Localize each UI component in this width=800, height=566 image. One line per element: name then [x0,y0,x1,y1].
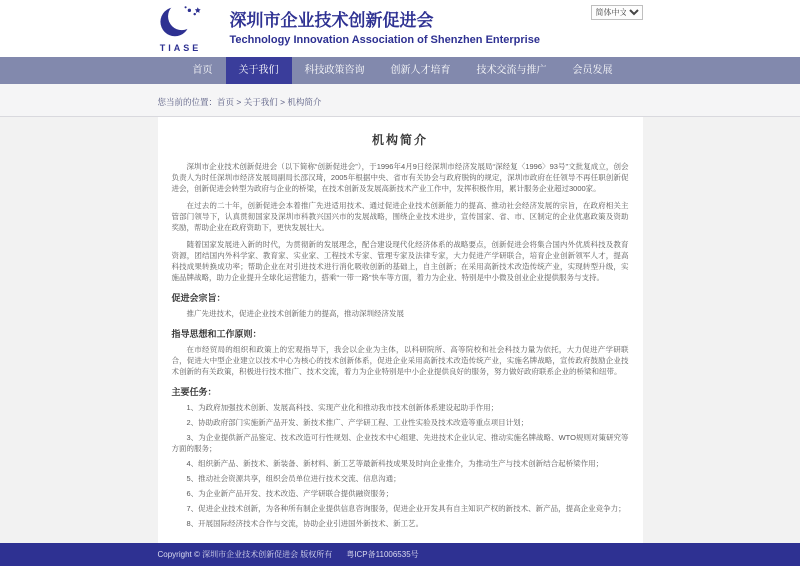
nav-item-about[interactable]: 关于我们 [226,57,292,84]
intro-paragraph: 随着国家发展进入新的时代，为贯彻新的发展理念，配合建设现代化经济体系的战略要点，创新促进会将集合国内外优质科技及教育资源，团结国内外科学家、教育家、实业家、工程技术专家、管理专家及法律专家，大力促进产学研联合，培育企业创新领军人才，提高科技成果转换成功率；帮助企业在对引进技术进行消化吸收创新的基础上，自主创新；在采用高新技术改造传统产业，实现转型升级，实施品牌战略，助力企业提升全球化运营能力，搭乘“一带一路”快车等方面，着力为企业、特别是中小微及创业企业提供服务与支持。 [171,240,629,282]
intro-paragraph: 在过去的二十年，创新促进会本着推广先进适用技术、通过促进企业技术创新能力的提高、推动社会经济发展的宗旨，在政府相关主管部门领导下，认真贯彻国家及深圳市科教兴国兴市的发展战略，围绕企业技术进步，宣传国家、省、市、区制定的企业优惠政策及资助奖励，帮助企业在政府资助下，更快发展壮大。 [171,201,629,232]
breadcrumb-separator: > [234,97,244,107]
page-title: 机构简介 [371,133,428,147]
breadcrumb-link-home[interactable]: 首页 [217,97,235,107]
task-item: 7、促进企业技术创新，为各种所有制企业提供信息咨询服务，促进企业开发具有自主知识产权的新技术、新产品，提高企业竞争力； [186,504,626,513]
logo-crescent-icon [158,5,204,42]
site-header [0,0,800,57]
logo-text: TIASE [159,42,202,53]
language-select[interactable] [591,5,643,20]
main-nav [0,57,800,84]
breadcrumb-current: 机构简介 [287,97,322,107]
nav-item-talent[interactable]: 创新人才培育 [390,65,451,76]
breadcrumb-separator: > [277,97,288,107]
site-titles [230,11,540,47]
principles-text: 在市经贸局的组织和政策上的宏观指导下，我会以企业为主体，以科研院所、高等院校和社会科技力量为依托，大力促进产学研联合，促进大中型企业建立以技术中心为核心的技术创新体系，促进企业采用高新技术改造传统产业，实施名牌战略，宣传政府鼓励企业技术创新的有关政策，积极进行技术推广、技术交流，着力为企业特别是中小企业提供良好的服务，努力做好政府联系企业的桥梁和纽带。 [171,345,629,376]
section-heading-mission: 促进会宗旨： [171,293,226,303]
nav-item-membership[interactable]: 会员发展 [572,65,613,76]
logo[interactable] [158,5,204,53]
breadcrumb-bar [0,84,800,117]
icp-number: 粤ICP备11006535号 [346,550,419,559]
task-item: 4、组织新产品、新技术、新装备、新材料、新工艺等最新科技成果及时向企业推介，为推动生产与技术创新结合起桥梁作用； [186,459,604,468]
section-heading-tasks: 主要任务： [171,387,217,397]
site-title-en: Technology Innovation Association of Shenzhen Enterprise [229,33,540,46]
mission-text: 推广先进技术，促进企业技术创新能力的提高，推动深圳经济发展 [186,309,404,318]
task-item: 3、为企业提供新产品鉴定、技术改造可行性规划、企业技术中心组建、先进技术企业认定、推动实施名牌战略、WTO规则对策研究等方面的服务； [171,433,629,453]
breadcrumb-link-about[interactable]: 关于我们 [243,97,278,107]
content-card [158,117,643,543]
task-item: 1、为政府加强技术创新、发展高科技、实现产业化和推动我市技术创新体系建设起助手作用； [186,403,499,412]
breadcrumb-prefix: 您当前的位置： [157,97,218,107]
task-item: 8、开展国际经济技术合作与交流，协助企业引进国外新技术、新工艺。 [186,519,424,528]
nav-item-home[interactable]: 首页 [192,65,213,76]
site-footer [0,543,800,566]
task-item: 6、为企业新产品开发、技术改造、产学研联合提供融资服务； [186,489,394,498]
intro-paragraph: 深圳市企业技术创新促进会（以下简称“创新促进会”），于1996年4月9日经深圳市经济发展局“深经复〈1996〉93号”文批复成立，创会负责人为时任深圳市经济发展局副局长邵汉琦，2005年根据中央、省市有关协会与政府脱钩的规定，深圳市政府在任领导不再任职创新促进会，创新促进会转型为政府与企业的桥梁，在技术创新及发展高新技术产业工作中，发挥积极作用，累计服务企业超过3000家。 [171,162,629,193]
copyright-text: Copyright © 深圳市企业技术创新促进会 版权所有 [157,550,333,559]
nav-item-exchange[interactable]: 技术交流与推广 [476,65,547,76]
nav-item-policy[interactable]: 科技政策咨询 [304,65,365,76]
task-item: 2、协助政府部门实施新产品开发、新技术推广、产学研工程、工业性实验及技术改造等重点项目计划； [186,418,529,427]
breadcrumb [158,97,322,107]
section-heading-principles: 指导思想和工作原则： [171,329,262,339]
site-title-zh: 深圳市企业技术创新促进会 [229,10,434,30]
task-item: 5、推动社会资源共享，组织会员单位进行技术交流、信息沟通； [186,474,401,483]
main-area [0,117,800,543]
